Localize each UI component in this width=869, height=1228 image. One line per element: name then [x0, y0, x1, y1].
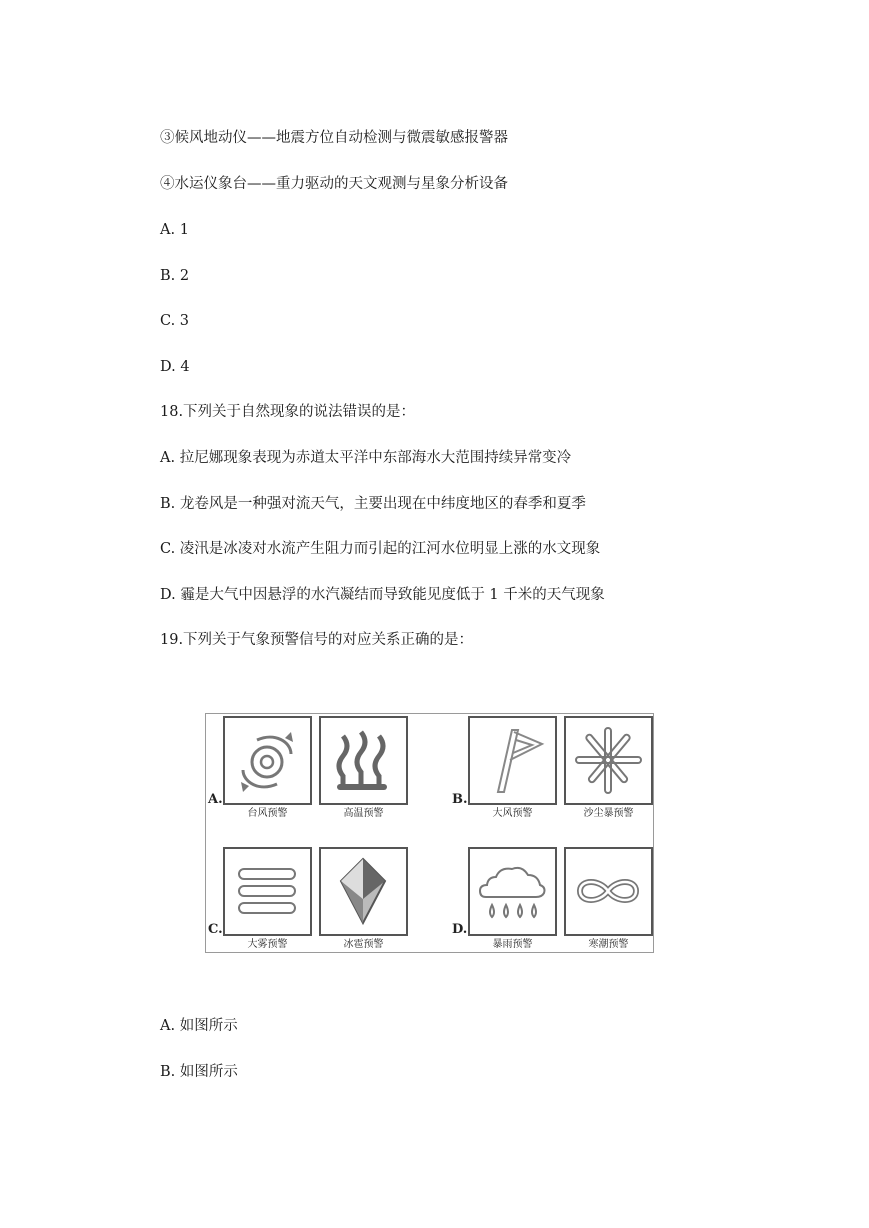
typhoon-icon: [223, 716, 312, 805]
option-b: B. 2: [160, 268, 190, 284]
caption-rainstorm: 暴雨预警: [492, 939, 533, 950]
fog-icon: [223, 847, 312, 936]
cold-wave-icon: [564, 847, 653, 936]
group-a-letter: A.: [208, 792, 223, 807]
sandstorm-icon: [564, 716, 653, 805]
caption-cold-wave: 寒潮预警: [588, 939, 629, 950]
warning-signals-figure: [205, 713, 654, 953]
q18-option-d: D. 霾是大气中因悬浮的水汽凝结而导致能见度低于 1 千米的天气现象: [160, 587, 605, 603]
question-19: 19.下列关于气象预警信号的对应关系正确的是：: [160, 632, 474, 648]
caption-hail: 冰雹预警: [343, 939, 384, 950]
option-c: C. 3: [160, 313, 190, 329]
item-3-text: ③候风地动仪——地震方位自动检测与微震敏感报警器: [160, 130, 508, 146]
option-d: D. 4: [160, 359, 190, 375]
caption-gale: 大风预警: [492, 808, 533, 819]
option-a: A. 1: [160, 222, 189, 238]
q19-option-a: A. 如图所示: [160, 1018, 238, 1034]
item-4-text: ④水运仪象台——重力驱动的天文观测与星象分析设备: [160, 176, 508, 192]
rainstorm-icon: [468, 847, 557, 936]
caption-heat: 高温预警: [343, 808, 384, 819]
q18-option-c: C. 凌汛是冰凌对水流产生阻力而引起的江河水位明显上涨的水文现象: [160, 541, 601, 557]
group-c-letter: C.: [208, 922, 223, 937]
caption-typhoon: 台风预警: [247, 808, 288, 819]
group-d-letter: D.: [452, 922, 468, 937]
hail-icon: [319, 847, 408, 936]
question-18: 18.下列关于自然现象的说法错误的是：: [160, 404, 416, 420]
q18-option-b: B. 龙卷风是一种强对流天气，主要出现在中纬度地区的春季和夏季: [160, 496, 586, 512]
q19-option-b: B. 如图所示: [160, 1064, 238, 1080]
group-b-letter: B.: [452, 792, 468, 807]
caption-fog: 大雾预警: [247, 939, 288, 950]
heat-icon: [319, 716, 408, 805]
caption-sandstorm: 沙尘暴预警: [583, 808, 634, 819]
gale-flag-icon: [468, 716, 557, 805]
q18-option-a: A. 拉尼娜现象表现为赤道太平洋中东部海水大范围持续异常变冷: [160, 450, 572, 466]
